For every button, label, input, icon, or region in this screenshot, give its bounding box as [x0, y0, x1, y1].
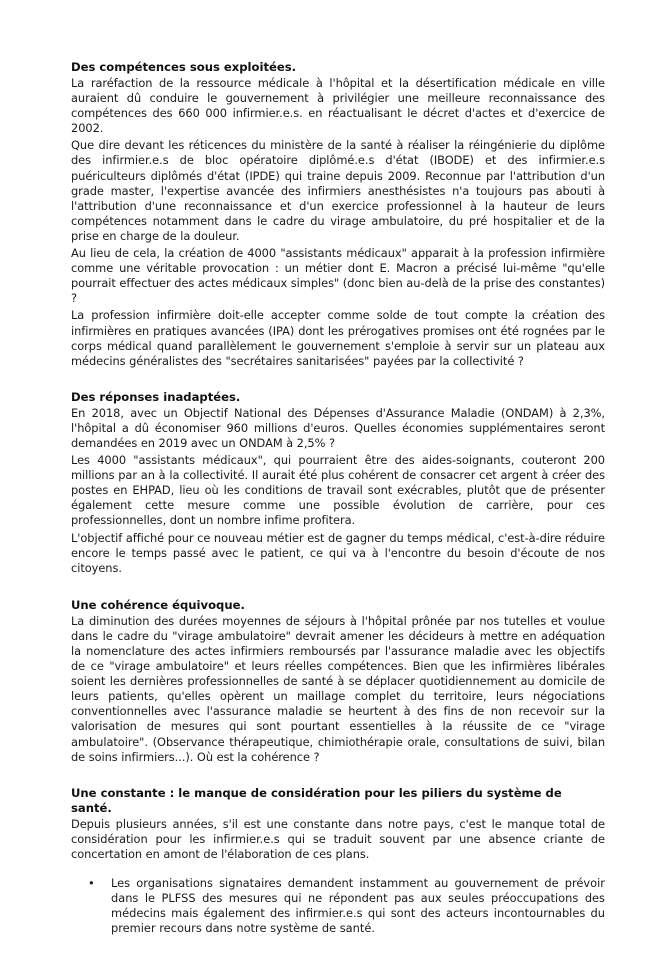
paragraph: Depuis plusieurs années, s'il est une constante dans notre pays, c'est le manque total de considération pour les infirmier.e.s qui se traduit souvent par une absence criante de concertation en amont de l'élaboration de ces plans.: [71, 816, 605, 861]
paragraph: L'objectif affiché pour ce nouveau métier est de gagner du temps médical, c'est-à-dire réduire encore le temps passé avec le patient, ce qui va à l'encontre du besoin d'écoute de nos citoyens.: [71, 530, 605, 575]
paragraph: La raréfaction de la ressource médicale à l'hôpital et la désertification médicale en ville auraient dû conduire le gouvernement à privilégier une meilleure reconnaissance des compétences des 660 000 infirmier.e.s. en réactualisant le décret d'actes et d'exercice de 2002.: [71, 76, 605, 136]
paragraph: Que dire devant les réticences du ministère de la santé à réaliser la réingénierie du diplôme des infirmier.e.s de bloc opératoire diplômé.e.s d'état (IBODE) et des infirmier.e.s puériculteurs diplômés d'état (IPDE) qui traine depuis 2009. Reconnue par l'attribution d'un grade master, l'expertise avancée des infirmiers anesthésistes n'a toujours pas abouti à l'attribution d'une reconnaissance et d'un exercice professionnel à la hauteur de leurs compétences notamment dans le cadre du virage ambulatoire, du pré hospitalier et de la prise en charge de la douleur.: [71, 138, 605, 243]
section-heading: Des réponses inadaptées.: [71, 389, 241, 404]
section-heading: Des compétences sous exploitées.: [71, 60, 297, 74]
section-coherence: [71, 598, 605, 765]
paragraph: La profession infirmière doit-elle accepter comme solde de tout compte la création des infirmières en pratiques avancées (IPA) dont les prérogatives promises ont été rognées par le corps médical quand parallèlement le gouvernement s'emploie à servir sur un plateau aux médecins généralistes des "secrétaires sanitarisées" payées par la collectivité ?: [71, 308, 605, 368]
paragraph: Au lieu de cela, la création de 4000 "assistants médicaux" apparait à la profession infirmière comme une véritable provocation : un métier dont E. Macron a précisé lui-même "qu'elle pourrait effectuer des actes médicaux simples" (donc bien au-delà de la prise des constantes) ?: [71, 246, 605, 306]
section-heading: Une cohérence équivoque.: [71, 597, 245, 612]
paragraph: La diminution des durées moyennes de séjours à l'hôpital prônée par nos tutelles et voulue dans le cadre du "virage ambulatoire" devrait amener les décideurs à mettre en adéquation la nomenclature des actes infirmiers remboursés par l'assurance maladie avec les objectifs de ce "virage ambulatoire" et leurs réelles compétences. Bien que les infirmières libérales soient les dernières professionnelles de santé à se déplacer quotidiennement au domicile de leurs patients, qu'elles opèrent un maillage complet du territoire, leurs négociations conventionnelles avec l'assurance maladie se heurtent à des fins de non recevoir sur la valorisation de mesures qui sont pourtant essentielles à la réussite de ce "virage ambulatoire". (Observance thérapeutique, chimiothérapie orale, consultations de suivi, bilan de soins infirmiers...). Où est la cohérence ?: [71, 613, 605, 764]
document-body: [71, 60, 605, 957]
paragraph: Les 4000 "assistants médicaux", qui pourraient être des aides-soignants, couteront 200 millions par an à la collectivité. Il aurait été plus cohérent de consacrer cet argent à créer des postes en EHPAD, lieu où les conditions de travail sont exécrables, plutôt que de présenter également cette mesure comme une possible évolution de carrière, pour ces professionnelles, dont un nombre infime profitera.: [71, 453, 605, 528]
bullet-text: Les organisations signataires demandent instamment au gouvernement de prévoir dans le PLFSS des mesures qui ne répondent pas aux seules préoccupations des médecins mais également des infirmier.e.s qui sont des acteurs incontournables du premier recours dans notre système de santé.: [111, 876, 605, 936]
bullet-list: [71, 876, 605, 936]
section-competences: [71, 60, 605, 369]
section-heading: Une constante : le manque de considération pour les piliers du système de santé.: [71, 785, 562, 815]
bullet-item: [71, 876, 605, 936]
bullet-icon: •: [88, 876, 95, 891]
section-reponses: [71, 390, 605, 576]
paragraph: En 2018, avec un Objectif National des Dépenses d'Assurance Maladie (ONDAM) à 2,3%, l'hôpital a dû économiser 960 millions d'euros. Quelles économies supplémentaires seront demandées en 2019 avec un ONDAM à 2,5% ?: [71, 405, 605, 450]
